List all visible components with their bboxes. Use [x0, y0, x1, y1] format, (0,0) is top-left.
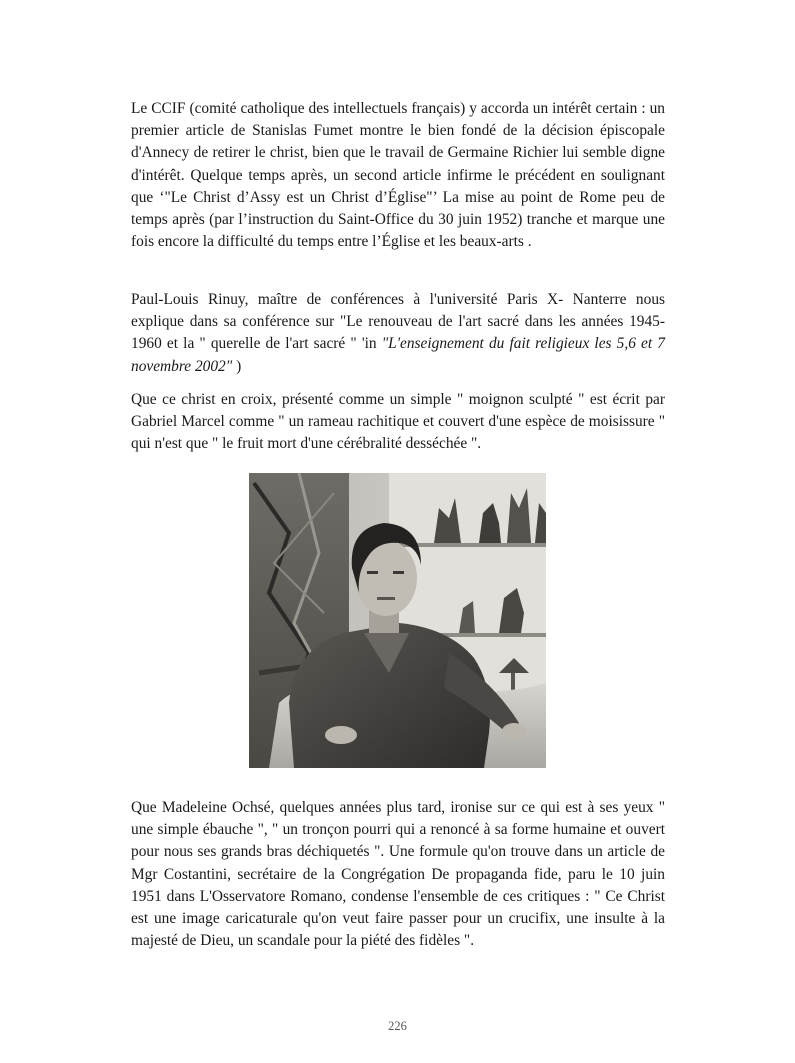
rinuy-citation: "L'enseignement du fait religieux les 5,6 et 7 novembre 2002": [131, 335, 665, 375]
paragraph-ccif: Le CCIF (comité catholique des intellectuels français) y accorda un intérêt certain : un premier article de Stanislas Fumet montre le bien fondé de la décision épiscopale d'Annecy de retirer le christ, bien que le travail de Germaine Richier lui semble digne d'intérêt. Quelque temps après, un second article infirme le précédent en soulignant que ‘"Le Christ d’Assy est un Christ d’Église"’ La mise au point de Rome peu de temps après (par l’instruction du Saint-Office du 30 juin 1952) tranche et marque une fois encore la difficulté du temps entre l’Église et les beaux-arts .: [131, 100, 665, 251]
rinuy-closing: ): [232, 357, 242, 375]
portrait-photo: [249, 473, 546, 768]
paragraph-madeleine-ochse: Que Madeleine Ochsé, quelques années plus tard, ironise sur ce qui est à ses yeux " une simple ébauche ", " un tronçon pourri qui a renoncé à sa forme humaine et ouvert pour nous ses grands bras déchiquetés ". Une formule qu'on trouve dans un article de Mgr Costantini, secrétaire de la Congrégation De propaganda fide, paru le 10 juin 1951 dans L'Osservatore Romano, condense l'ensemble de ces critiques : " Ce Christ est une image caricaturale qu'on veut faire passer pour un crucifix, une insulte à la majesté de Dieu, un scandale pour la piété des fidèles ".: [131, 799, 665, 950]
text-block-top: [131, 98, 665, 455]
page-number: 226: [388, 1019, 407, 1033]
portrait-illustration: [249, 473, 546, 768]
paragraph-gabriel-marcel: Que ce christ en croix, présenté comme un simple " moignon sculpté " est écrit par Gabriel Marcel comme " un rameau rachitique et couvert d'une espèce de moisissure " qui n'est que " le fruit mort d'une cérébralité desséchée ".: [131, 390, 665, 453]
rinuy-text: Paul-Louis Rinuy, maître de conférences à l'université Paris X- Nanterre nous explique dans sa conférence sur "Le renouveau de l'art sacré dans les années 1945-1960 et la " querelle de l'art sacré " 'in: [131, 291, 665, 353]
paragraph-rinuy: [131, 289, 665, 378]
